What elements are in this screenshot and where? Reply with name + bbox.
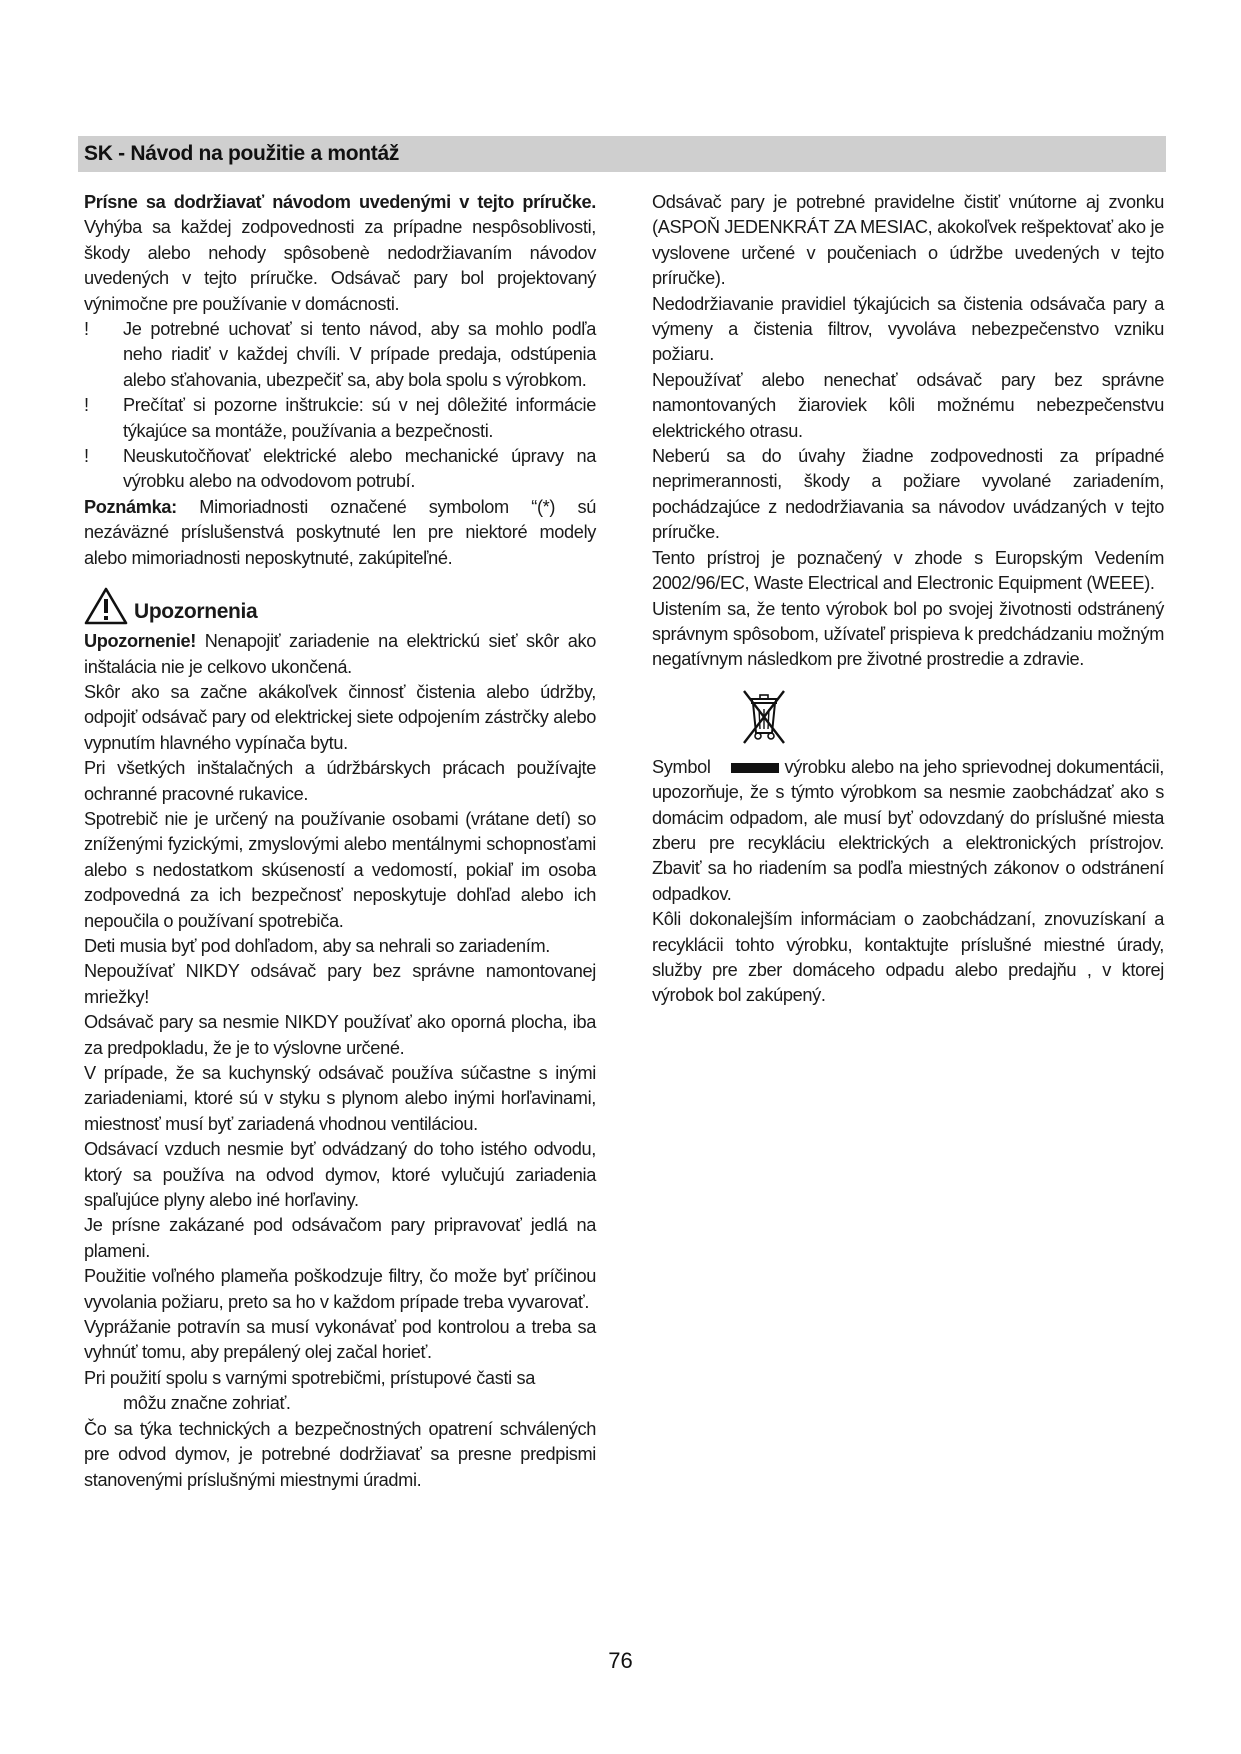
symbol-word: Symbol xyxy=(652,756,711,777)
paragraph: Uistením sa, že tento výrobok bol po svojej životnosti odstránený správnym spôsobom, užívateľ prispieva k predchádzaniu možným negatívnym následkom pre životné prostredie a zdravie. xyxy=(652,598,1164,670)
paragraph: Odsávací vzduch nesmie byť odvádzaný do toho istého odvodu, ktorý sa používa na odvod dymov, ktoré vylučujú zariadenia spaľujúce plyny alebo iné horľaviny. xyxy=(84,1139,596,1211)
paragraph: Nepoužívať NIKDY odsávač pary bez správne namontovanej mriežky! xyxy=(84,961,596,1007)
bullet-item xyxy=(84,393,596,444)
paragraph: Vyprážanie potravín sa musí vykonávať pod kontrolou a treba sa vyhnúť tomu, aby prepálený olej začal horieť. xyxy=(84,1317,596,1363)
exclamation-mark: ! xyxy=(84,319,89,340)
intro-paragraph xyxy=(84,190,596,317)
note-text: Mimoriadnosti označené symbolom “(*) sú nezáväzné príslušenstvá poskytnuté len pre niektoré modely alebo mimoriadnosti neposkytnuté, zakúpiteľné. xyxy=(84,496,596,568)
bullet-item xyxy=(84,444,596,495)
paragraph: Odsávač pary je potrebné pravidelne čistiť vnútorne aj zvonku (ASPOŇ JEDENKRÁT ZA MESIAC, akokoľvek rešpektovať ako je vyslovene určené v poučeniach o údržbe uvedených v tejto príručke). xyxy=(652,192,1164,289)
paragraph: V prípade, že sa kuchynský odsávač používa súčastne s inými zariadeniami, ktoré sú v styku s plynom alebo inými horľavinami, miestnosť musí byť zariadená vhodnou ventiláciou. xyxy=(84,1063,596,1134)
page-number: 76 xyxy=(608,1648,633,1673)
paragraph: Neberú sa do úvahy žiadne zodpovednosti za prípadné neprimerannosti, škody a požiare vyvolané zariadením, pochádzajúce z nedodržiavania sa návodov uvádzaných v tejto príručke. xyxy=(652,446,1164,543)
exclamation-mark: ! xyxy=(84,446,89,467)
intro-bold: Prísne sa dodržiavať návodom uvedenými v tejto príručke. xyxy=(84,192,596,212)
hanging-paragraph xyxy=(84,1366,596,1417)
warning-text: Nenapojiť zariadenie na elektrickú sieť skôr ako inštalácia nie je celkovo ukončená. xyxy=(84,631,596,677)
right-column xyxy=(652,190,1164,1009)
paragraph: Nedodržiavanie pravidiel týkajúcich sa čistenia odsávača pary a výmeny a čistenia filtrov, vyvoláva nebezpečenstvo vzniku požiaru. xyxy=(652,293,1164,365)
paragraph: Deti musia byť pod dohľadom, aby sa nehrali so zariadením. xyxy=(84,935,550,956)
weee-symbol xyxy=(652,687,1164,755)
exclamation-mark: ! xyxy=(84,395,89,416)
left-column xyxy=(84,190,596,1493)
symbol-paragraph xyxy=(652,755,1164,907)
bullet-text: Neuskutočňovať elektrické alebo mechanické úpravy na výrobku alebo na odvodovom potrubí. xyxy=(123,446,596,492)
paragraph: Použitie voľného plameňa poškodzuje filtry, čo može byť príčinou vyvolania požiaru, preto sa ho v každom prípade treba vyvarovať. xyxy=(84,1266,596,1312)
hanging-first-line: Pri použití spolu s varnými spotrebičmi, prístupové časti sa xyxy=(84,1367,536,1388)
paragraph: Kôli dokonalejším informáciam o zaobchádzaní, znovuzískaní a recyklácii tohto výrobku, kontaktujte príslušné miestné úrady, služby pre zber domáceho odpadu alebo predajňu , v ktorej výrobok bol zakúpený. xyxy=(652,909,1164,1006)
warnings-title: Upozornenia xyxy=(134,600,258,624)
warning-paragraph xyxy=(84,629,596,680)
paragraph: Pri všetkých inštalačných a údržbárskych prácach používajte ochranné pracovné rukavice. xyxy=(84,758,596,804)
warning-label: Upozornenie! xyxy=(84,631,196,652)
paragraph: Odsávač pary sa nesmie NIKDY používať ako oporná plocha, iba za predpokladu, že je to výslovne určené. xyxy=(84,1012,596,1058)
bullet-item xyxy=(84,317,596,393)
black-bar-icon xyxy=(731,763,779,773)
page-title: SK - Návod na použitie a montáž xyxy=(84,142,400,165)
paragraph: Skôr ako sa začne akákoľvek činnosť čistenia alebo údržby, odpojiť odsávač pary od elektrickej siete odpojením zástrčky alebo vypnutím hlavného vypínača bytu. xyxy=(84,681,596,753)
warning-triangle-icon xyxy=(84,587,128,625)
symbol-text: výrobku alebo na jeho sprievodnej dokumentácii, upozorňuje, že s týmto výrobkom sa nesmie zaobchádzať ako s domácim odpadom, ale musí byť odovzdaný do príslušné miesta zberu pre recykláciu elektrických a elektronických prístrojov. Zbaviť sa ho riadením sa podľa miestných zákonov o odstránení odpadkov. xyxy=(652,756,1164,904)
paragraph: Tento prístroj je poznačený v zhode s Europským Vedením 2002/96/EC, Waste Electrical and Electronic Equipment (WEEE). xyxy=(652,547,1164,594)
note-label: Poznámka: xyxy=(84,496,177,517)
hanging-indent-line: môžu značne zohriať. xyxy=(123,1393,291,1414)
paragraph: Je prísne zakázané pod odsávačom pary pripravovať jedlá na plameni. xyxy=(84,1215,596,1261)
intro-text: Vyhýba sa každej zodpovednosti za prípadne nespôsoblivosti, škody alebo nehody spôsobenè nedodržiavaním návodov uvedených v tejto príručke. Odsávač pary bol projektovaný výnimočne pre používanie v domácnosti. xyxy=(84,217,596,314)
warnings-heading xyxy=(84,587,596,625)
crossed-out-bin-icon xyxy=(738,687,790,745)
paragraph: Nepoužívať alebo nenechať odsávač pary bez správne namontovaných žiaroviek kôli možnému nebezpečenstvu elektrického otrasu. xyxy=(652,369,1164,441)
bullet-text: Prečítať si pozorne inštrukcie: sú v nej dôležité informácie týkajúce sa montáže, používania a bezpečnosti. xyxy=(123,395,596,441)
paragraph: Čo sa týka technických a bezpečnostných opatrení schválených pre odvod dymov, je potrebné dodržiavať sa presne predpismi stanovenými príslušnými miestnymi úradmi. xyxy=(84,1418,596,1490)
bullet-text: Je potrebné uchovať si tento návod, aby sa mohlo podľa neho riadiť v každej chvíli. V prípade predaja, odstúpenia alebo sťahovania, ubezpečiť sa, aby bola spolu s výrobkom. xyxy=(123,319,596,390)
paragraph: Spotrebič nie je určený na používanie osobami (vrátane detí) so zníženými fyzickými, zmyslovými alebo mentálnymi schopnosťami alebo s nedostatkom skúseností a vedomostí, pokiaľ im osoba zodpovedná za ich bezpečnosť neposkytuje dohľad alebo ich nepoučila o používaní spotrebiča. xyxy=(84,808,596,931)
note-paragraph xyxy=(84,495,596,571)
header-bar xyxy=(78,136,1166,172)
